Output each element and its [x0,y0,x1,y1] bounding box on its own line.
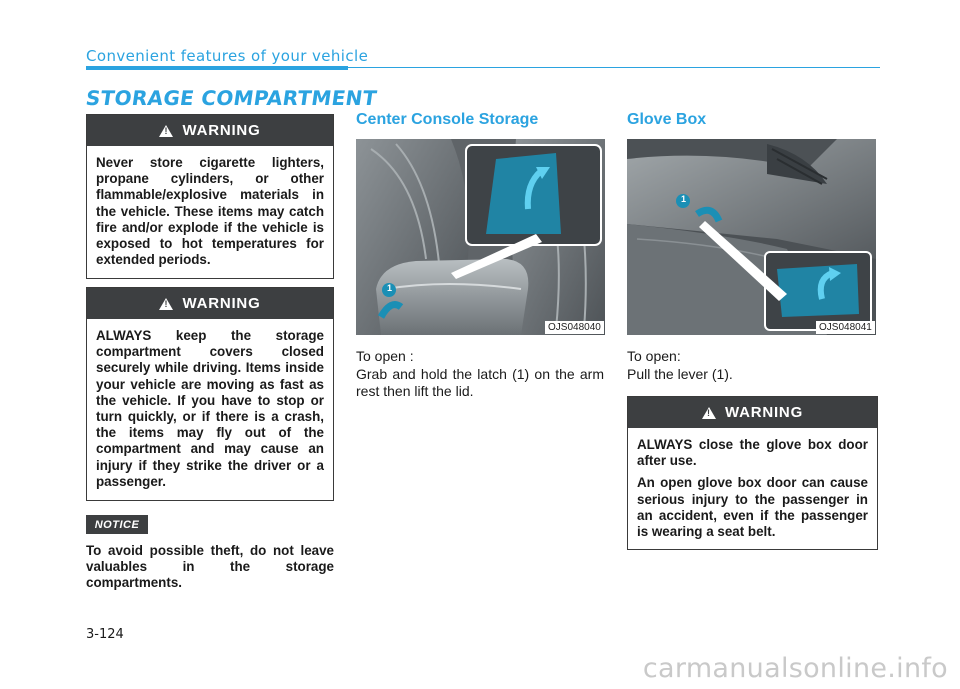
warning-box-fire [86,114,334,279]
page-number: 3-124 [86,627,124,642]
glovebox-intro: To open: [627,348,681,364]
header-rule [348,67,880,68]
console-photo [356,139,605,335]
section-title: Convenient features of your vehicle [86,47,369,65]
warning-triangle-icon [159,125,173,137]
warning-label: WARNING [724,404,804,421]
console-title: Center Console Storage [356,111,539,128]
warning-body [628,428,877,548]
warning-header [87,288,333,319]
callout-number: 1 [680,194,686,204]
console-intro: To open : [356,348,414,364]
header-bar-accent [86,66,348,70]
warning-body [87,319,333,498]
warning-box-storage-covers [86,287,334,501]
notice-badge: NOTICE [86,515,148,534]
glovebox-photo [627,139,876,335]
warning-triangle-icon [159,298,173,310]
callout-number: 1 [386,283,392,293]
page-title: STORAGE COMPARTMENT [84,86,379,110]
warning-box-glovebox [627,396,878,550]
warning-triangle-icon [702,407,716,419]
warning-paragraph: ALWAYS close the glove box door after use. [637,437,868,469]
warning-body [87,146,333,276]
glovebox-instruction: Pull the lever (1). [627,366,733,382]
warning-header [628,397,877,428]
console-instruction: Grab and hold the latch (1) on the arm rest then lift the lid. [356,366,604,399]
glovebox-title: Glove Box [627,111,707,128]
glovebox-image-code: OJS048041 [816,321,875,334]
warning-paragraph: ALWAYS keep the storage compartment covers closed securely while driving. Items inside your vehicle are moving as fast as the vehicle. If you have to stop or turn quickly, or if there is a crash, the items may fly out of the compartment and may cause an injury if they strike the driver or a passenger. [96,328,324,489]
notice-text: To avoid possible theft, do not leave valuables in the storage compartments. [86,543,334,591]
warning-header [87,115,333,146]
warning-label: WARNING [182,295,261,312]
warning-label: WARNING [182,122,261,139]
console-image-code: OJS048040 [545,321,604,334]
watermark: carmanualsonline.info [642,653,948,684]
warning-paragraph: An open glove box door can cause serious injury to the passenger in an accident, even if the passenger is wearing a seat belt. [637,475,868,540]
warning-paragraph: Never store cigarette lighters, propane cylinders, or other flammable/explosive materials in the vehicle. These items may catch fire and/or explode if the vehicle is exposed to hot temperatures for extended periods. [96,155,324,268]
